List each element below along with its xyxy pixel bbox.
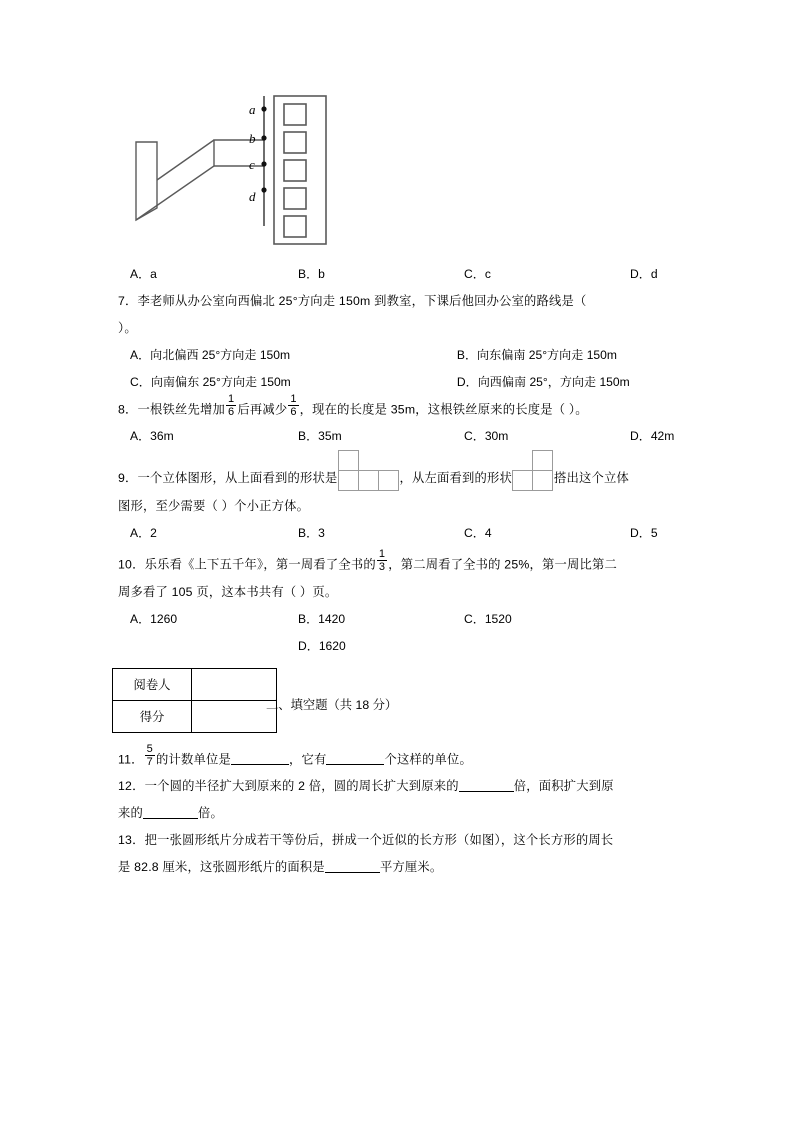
left-view-shape xyxy=(512,450,554,491)
option-a[interactable]: A．a xyxy=(130,267,157,281)
panel-square-3 xyxy=(284,160,306,181)
panel-square-1 xyxy=(284,104,306,125)
marker-label: 阅卷人 xyxy=(113,668,192,700)
score-value[interactable] xyxy=(192,700,277,732)
option-b[interactable]: B．向东偏南 25°方向走 150m xyxy=(456,348,617,362)
question10-options-row2 xyxy=(118,633,680,660)
lever-arm-lower-edge xyxy=(157,140,214,180)
lever-arm-upper xyxy=(136,140,264,220)
option-a[interactable]: A．2 xyxy=(130,526,157,541)
fraction-denominator: 7 xyxy=(146,755,153,768)
question10-text-part1: 10．乐乐看《上下五千年》，第一周看了全书的 xyxy=(118,557,376,572)
contact-dot-d xyxy=(261,187,266,192)
option-c[interactable]: C．4 xyxy=(464,526,492,541)
table-row xyxy=(113,700,277,732)
fraction-numerator: 5 xyxy=(146,742,153,755)
point-label-c: c xyxy=(249,157,255,172)
shape-cell xyxy=(338,450,359,471)
question7-stem-line1: 7．李老师从办公室向西偏北 25°方向走 150m 到教室，下课后他回办公室的路线是（ xyxy=(118,294,587,308)
point-label-a: a xyxy=(249,102,256,117)
option-a[interactable]: A．向北偏西 25°方向走 150m xyxy=(130,348,291,362)
question12-stem-line1 xyxy=(118,773,680,800)
question13-text-line2-suffix: 平方厘米。 xyxy=(379,860,443,875)
question10-options-row1 xyxy=(118,606,680,633)
section-2-title: 二、填空题（共 18 分） xyxy=(266,697,398,712)
answer-blank[interactable] xyxy=(231,752,289,765)
shape-cell xyxy=(532,470,553,491)
option-a[interactable]: A．36m xyxy=(130,429,174,444)
question11-stem xyxy=(118,742,680,773)
option-d[interactable]: D．d xyxy=(630,267,658,281)
option-d[interactable]: D．42m xyxy=(630,429,675,444)
shape-cell xyxy=(532,450,553,471)
fraction-denominator: 6 xyxy=(290,406,297,418)
question12-text-part1: 12．一个圆的半径扩大到原来的 2 倍，圆的周长扩大到原来的 xyxy=(118,779,459,794)
shape-cell xyxy=(358,470,379,491)
page-content xyxy=(118,80,680,881)
fraction-one-third xyxy=(377,549,387,573)
question12-text-part2: 倍，面积扩大到原 xyxy=(513,779,614,794)
fraction-one-sixth-a xyxy=(226,394,236,418)
option-d[interactable]: D．向西偏南 25°，方向走 150m xyxy=(456,375,630,389)
point-label-b: b xyxy=(249,131,256,146)
fraction-numerator: 1 xyxy=(228,393,235,405)
question12-text-line2-prefix: 来的 xyxy=(118,806,143,821)
option-c[interactable]: C．向南偏东 25°方向走 150m xyxy=(130,375,291,389)
answer-blank[interactable] xyxy=(326,752,384,765)
question9-text-part2: ，从左面看到的形状 xyxy=(399,471,512,486)
question9-options xyxy=(118,520,680,547)
question7-stem-line2: ）。 xyxy=(118,321,137,335)
table-row xyxy=(113,668,277,700)
fraction-numerator: 1 xyxy=(290,393,297,405)
shape-cell xyxy=(378,470,399,491)
option-b[interactable]: B．35m xyxy=(298,429,342,444)
answer-blank[interactable] xyxy=(459,779,514,792)
score-table xyxy=(112,668,277,733)
contact-dot-c xyxy=(261,161,266,166)
option-d[interactable]: D．1620 xyxy=(298,638,346,653)
answer-blank[interactable] xyxy=(143,806,198,819)
question9-text-part3: 搭出这个立体 xyxy=(553,471,629,486)
contact-dot-b xyxy=(261,135,266,140)
option-d[interactable]: D．5 xyxy=(630,526,658,541)
answer-blank[interactable] xyxy=(325,860,380,873)
panel-outline xyxy=(274,96,326,244)
option-c[interactable]: C．30m xyxy=(464,429,509,444)
fraction-one-sixth-b xyxy=(288,394,298,418)
question8-text-prefix: 8．一根铁丝先增加 xyxy=(118,402,226,417)
question8-stem xyxy=(118,393,680,423)
option-b[interactable]: B．3 xyxy=(298,526,325,541)
question13-stem-line2 xyxy=(118,854,680,881)
score-table-area xyxy=(118,668,680,746)
question9-text-part1: 9．一个立体图形，从上面看到的形状是 xyxy=(118,471,338,486)
question6-options xyxy=(118,261,680,288)
shape-cell xyxy=(512,470,533,491)
question9-stem xyxy=(118,450,680,493)
fraction-denominator: 3 xyxy=(378,561,386,574)
question11-text-part3: 个这样的单位。 xyxy=(384,752,472,767)
question12-stem-line2 xyxy=(118,800,680,827)
question8-text-suffix: ，现在的长度是 35m，这根铁丝原来的长度是（ ）。 xyxy=(299,402,588,417)
marker-value[interactable] xyxy=(192,668,277,700)
panel-square-5 xyxy=(284,216,306,237)
shape-cell xyxy=(338,470,359,491)
option-spacer xyxy=(130,633,298,660)
panel-square-2 xyxy=(284,132,306,153)
question13-stem-line1: 13．把一张圆形纸片分成若干等份后，拼成一个近似的长方形（如图），这个长方形的周长 xyxy=(118,833,614,848)
question12-text-line2-suffix: 倍。 xyxy=(198,806,223,821)
question8-text-middle: 后再减少 xyxy=(237,402,288,417)
lever-and-panel-diagram xyxy=(118,80,338,255)
option-c[interactable]: C．1520 xyxy=(464,611,512,626)
fraction-five-sevenths xyxy=(145,744,155,768)
contact-dot-a xyxy=(261,106,266,111)
question10-text-part2: ，第二周看了全书的 25%，第一周比第二 xyxy=(388,557,617,572)
option-a[interactable]: A．1260 xyxy=(130,611,178,626)
question10-stem-line2: 周多看了 105 页，这本书共有（ ）页。 xyxy=(118,584,338,599)
question8-options xyxy=(118,423,680,450)
panel-square-4 xyxy=(284,188,306,209)
fraction-numerator: 1 xyxy=(378,548,386,561)
option-c[interactable]: C．c xyxy=(464,267,491,281)
question7-options-row1 xyxy=(118,342,680,369)
fraction-denominator: 6 xyxy=(228,406,235,418)
question7-options-row2 xyxy=(118,369,680,396)
question13-text-line2-prefix: 是 82.8 厘米，这张圆形纸片的面积是 xyxy=(118,860,325,875)
question9-stem-line2: 图形，至少需要（ ）个小正方体。 xyxy=(118,499,310,514)
point-label-d: d xyxy=(249,189,256,204)
question11-number: 11． xyxy=(118,752,144,767)
top-view-shape xyxy=(338,450,400,491)
question6-figure xyxy=(118,80,680,255)
question10-stem xyxy=(118,548,680,578)
option-b[interactable]: B．b xyxy=(298,267,325,281)
question11-text-part1: 的计数单位是 xyxy=(156,752,231,767)
score-label: 得分 xyxy=(113,700,192,732)
option-b[interactable]: B．1420 xyxy=(298,611,346,626)
question11-text-part2: ，它有 xyxy=(288,752,327,767)
